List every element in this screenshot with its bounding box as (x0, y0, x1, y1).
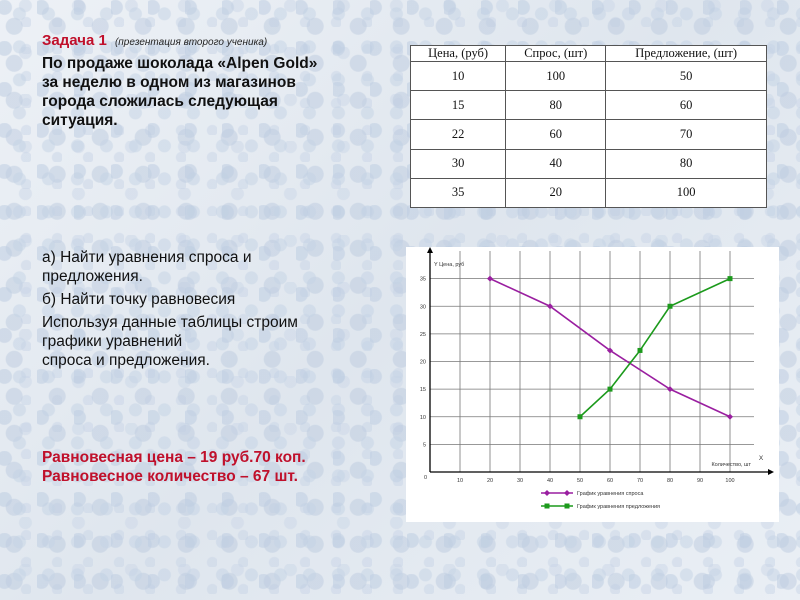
intro-line: ситуация. (42, 112, 118, 129)
intro-line: По продаже шоколада «Alpen Gold» (42, 55, 318, 72)
table-cell: 15 (411, 91, 506, 120)
table-cell: 60 (606, 91, 767, 120)
origin-label: 0 (423, 475, 427, 481)
equilibrium-quantity: Равновесное количество – 67 шт. (42, 468, 298, 485)
task-c-line: графики уравнений (42, 333, 183, 350)
legend-marker (564, 490, 570, 496)
y-axis-label: Y Цена, руб (434, 262, 465, 268)
data-point-supply (728, 276, 733, 281)
table-cell: 80 (506, 91, 606, 120)
intro-line: города сложилась следующая (42, 93, 278, 110)
table-cell: 50 (606, 62, 767, 91)
supply-demand-table (410, 45, 767, 208)
table-cell: 20 (506, 178, 606, 207)
y-tick-label: 35 (419, 276, 426, 283)
supply-demand-chart (406, 247, 779, 522)
legend-marker (544, 490, 550, 496)
data-point-supply (668, 304, 673, 309)
task-c-line: Используя данные таблицы строим (42, 314, 298, 331)
task-a-line: а) Найти уравнения спроса и (42, 249, 252, 266)
table-row (411, 91, 767, 120)
legend-marker (565, 504, 570, 509)
legend-label: График уравнения предложения (577, 504, 661, 510)
table-cell: 100 (606, 178, 767, 207)
legend-label: График уравнения спроса (577, 491, 644, 497)
x-tick-label: 10 (456, 478, 464, 484)
task-a-line: предложения. (42, 268, 143, 285)
y-tick-label: 10 (419, 414, 426, 421)
task-title (42, 32, 267, 49)
table-cell: 22 (411, 120, 506, 149)
x-tick-label: 100 (725, 478, 735, 484)
table-cell: 30 (411, 149, 506, 178)
series-line-supply (580, 279, 730, 417)
data-point-supply (638, 348, 643, 353)
table-cell: 80 (606, 149, 767, 178)
task-a (42, 248, 402, 286)
x-axis-label: Количество, шт (711, 462, 751, 468)
x-tick-label: 90 (696, 478, 704, 484)
data-point-demand (727, 414, 733, 420)
table-row (411, 120, 767, 149)
y-tick-label: 5 (422, 442, 426, 449)
y-tick-label: 25 (419, 331, 426, 338)
x-tick-label: 20 (486, 478, 494, 484)
task-label: Задача 1 (42, 32, 107, 49)
table-cell: 70 (606, 120, 767, 149)
y-tick-label: 15 (419, 387, 426, 394)
intro-line: за неделю в одном из магазинов (42, 74, 296, 91)
column-header-price: Цена, (руб) (411, 46, 506, 62)
table-row (411, 149, 767, 178)
task-c (42, 313, 402, 370)
y-axis-arrow (427, 247, 433, 253)
equilibrium-answer (42, 448, 402, 486)
equilibrium-price: Равновесная цена – 19 руб.70 коп. (42, 449, 306, 466)
data-point-supply (578, 414, 583, 419)
x-tick-label: 70 (636, 478, 644, 484)
x-axis-arrow (768, 469, 774, 475)
task-b: б) Найти точку равновесия (42, 291, 236, 308)
task-note: (презентация второго ученика) (114, 37, 268, 48)
problem-statement (42, 54, 402, 130)
table-cell: 40 (506, 149, 606, 178)
task-list (42, 248, 402, 374)
table-cell: 60 (506, 120, 606, 149)
data-point-demand (487, 276, 493, 282)
table-header-row (411, 46, 767, 62)
task-c-line: спроса и предложения. (42, 352, 210, 369)
column-header-demand: Спрос, (шт) (506, 46, 606, 62)
table-cell: 35 (411, 178, 506, 207)
x-tick-label: 60 (606, 478, 614, 484)
y-tick-label: 20 (419, 359, 426, 366)
x-tick-label: 40 (546, 478, 554, 484)
x-tick-label: 30 (516, 478, 524, 484)
column-header-supply: Предложение, (шт) (606, 46, 767, 62)
y-tick-label: 30 (419, 304, 426, 311)
table-row (411, 178, 767, 207)
x-tick-label: 80 (666, 478, 674, 484)
table-cell: 10 (411, 62, 506, 91)
chart-svg (406, 247, 779, 522)
legend-marker (545, 504, 550, 509)
data-point-supply (608, 387, 613, 392)
table-row (411, 62, 767, 91)
x-tick-label: 50 (576, 478, 584, 484)
table-cell: 100 (506, 62, 606, 91)
x-axis-letter: X (758, 455, 764, 462)
